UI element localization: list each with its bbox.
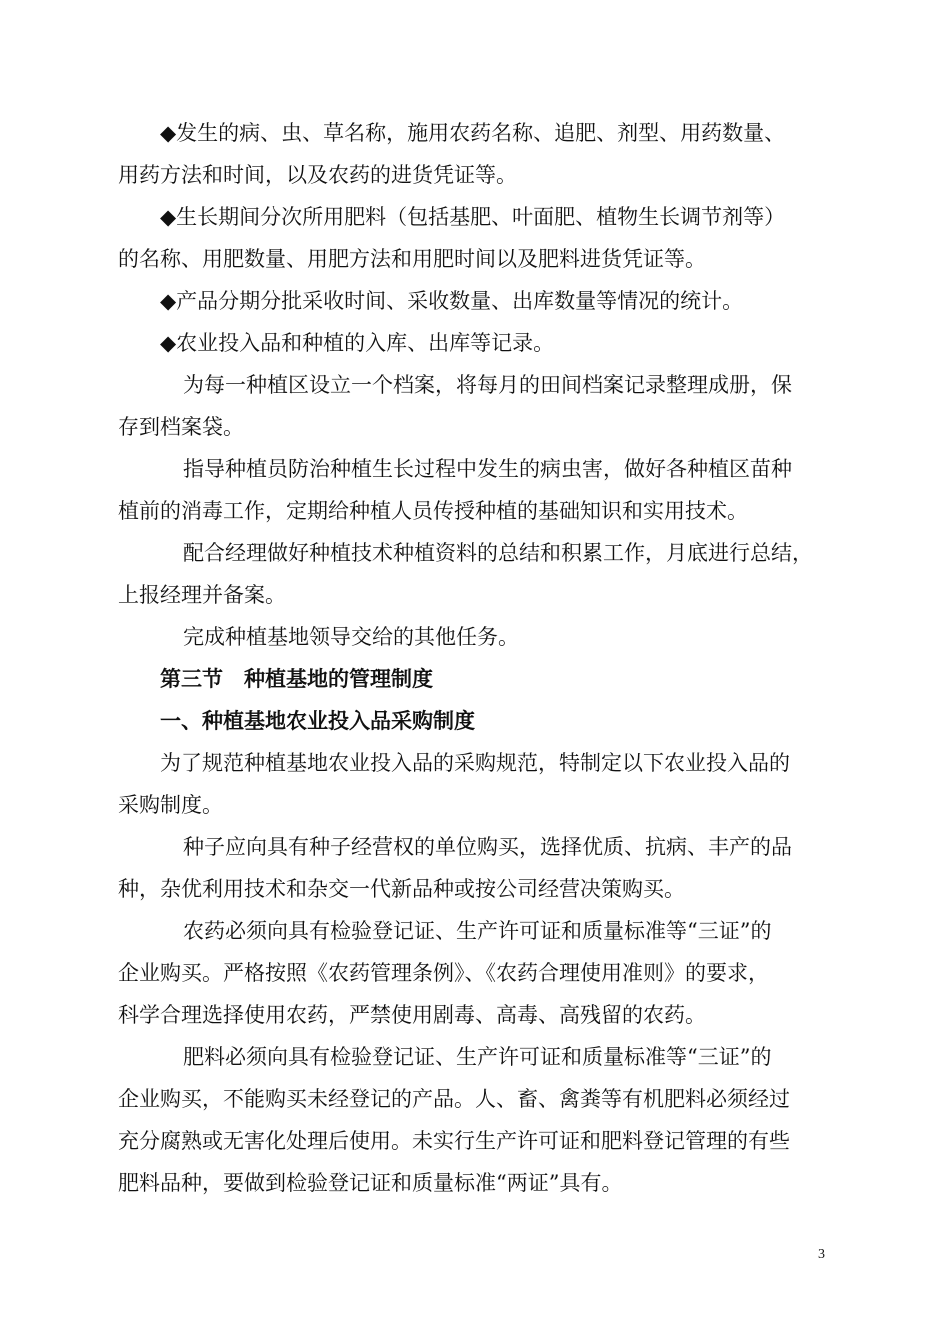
text-line: 上报经理并备案。 [118, 583, 286, 607]
bullet-line: ◆生长期间分次所用肥料（包括基肥、叶面肥、植物生长调节剂等） [160, 205, 786, 229]
paragraph-line: 完成种植基地领导交给的其他任务。 [183, 625, 519, 649]
page-number: 3 [818, 1247, 825, 1262]
text-line: 用药方法和时间，以及农药的进货凭证等。 [118, 163, 517, 187]
text-line: 充分腐熟或无害化处理后使用。未实行生产许可证和肥料登记管理的有些 [118, 1129, 790, 1153]
text-line: 植前的消毒工作，定期给种植人员传授种植的基础知识和实用技术。 [118, 499, 748, 523]
paragraph-line: 肥料必须向具有检验登记证、生产许可证和质量标准等“三证”的 [183, 1045, 772, 1069]
text-line: 的名称、用肥数量、用肥方法和用肥时间以及肥料进货凭证等。 [118, 247, 706, 271]
paragraph-line: 种子应向具有种子经营权的单位购买，选择优质、抗病、丰产的品 [183, 835, 792, 859]
text-line: 科学合理选择使用农药，严禁使用剧毒、高毒、高残留的农药。 [118, 1003, 706, 1027]
paragraph-line: 农药必须向具有检验登记证、生产许可证和质量标准等“三证”的 [183, 919, 772, 943]
paragraph-line: 指导种植员防治种植生长过程中发生的病虫害，做好各种植区苗种 [183, 457, 792, 481]
text-line: 采购制度。 [118, 793, 223, 817]
text-line: 企业购买。严格按照《农药管理条例》、《农药合理使用准则》的要求， [118, 961, 769, 985]
page-body [118, 112, 832, 1204]
bullet-line: ◆产品分期分批采收时间、采收数量、出库数量等情况的统计。 [160, 289, 744, 313]
text-line: 存到档案袋。 [118, 415, 244, 439]
bullet-line: ◆农业投入品和种植的入库、出库等记录。 [160, 331, 555, 355]
paragraph-line: 为了规范种植基地农业投入品的采购规范，特制定以下农业投入品的 [160, 751, 790, 775]
section-heading: 第三节 种植基地的管理制度 [160, 667, 433, 691]
subsection-heading: 一、种植基地农业投入品采购制度 [160, 709, 475, 733]
text-line: 肥料品种，要做到检验登记证和质量标准“两证”具有。 [118, 1171, 623, 1195]
paragraph-line: 为每一种植区设立一个档案，将每月的田间档案记录整理成册，保 [183, 373, 792, 397]
text-line: 企业购买，不能购买未经登记的产品。人、畜、禽粪等有机肥料必须经过 [118, 1087, 790, 1111]
paragraph-line: 配合经理做好种植技术种植资料的总结和积累工作，月底进行总结， [183, 541, 813, 565]
bullet-line: ◆发生的病、虫、草名称，施用农药名称、追肥、剂型、用药数量、 [160, 121, 786, 145]
text-line: 种，杂优利用技术和杂交一代新品种或按公司经营决策购买。 [118, 877, 685, 901]
